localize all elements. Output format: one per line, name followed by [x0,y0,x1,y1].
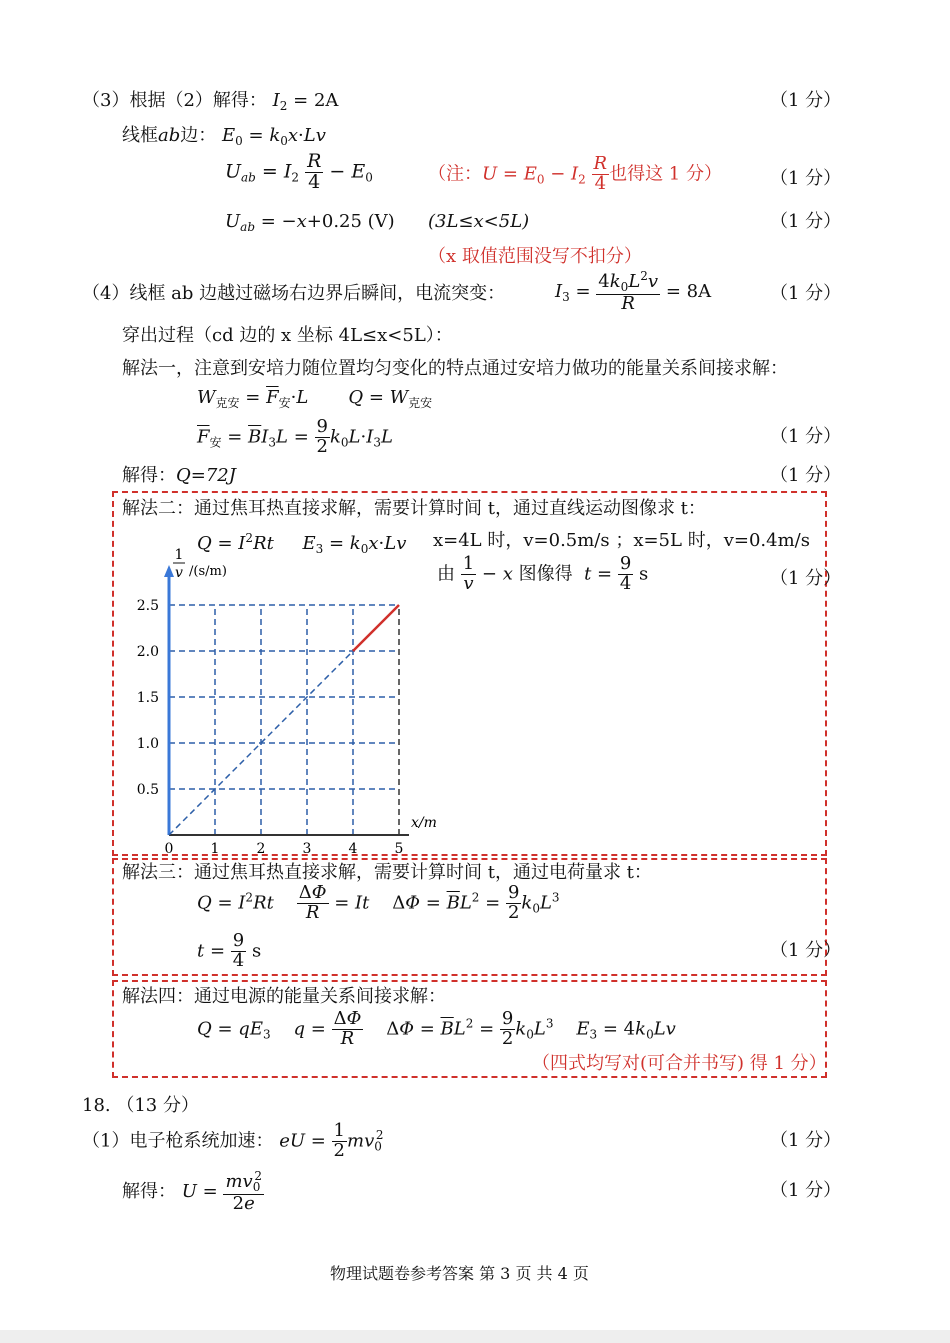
x-tick-label: 3 [302,841,312,855]
series-line-1 [353,605,399,651]
q3-note: （注：$U = E_0 - I_2$ $\frac{R}{4}$ 也得这 1 分） [428,153,722,194]
q18-title: 18. （13 分） [82,1095,199,1116]
q3-line1: （3）根据（2）解得： $I_2 = 2A$ [82,90,339,113]
q3-line4: $U_{ab} = -x+0.25$ (V) [225,211,395,234]
method3-t: t = $\frac{9}{4}$ s [197,930,262,971]
q4-answer: 解得：Q=72J [122,465,236,486]
q4-score1: （1 分） [770,283,842,304]
q4-line2: 穿出过程（cd 边的 x 坐标 4L≤x<5L）： [122,325,453,346]
method2-graph-result: 由 $\frac{1}{v}$ − x 图像得 t = $\frac{9}{4}$ s [437,553,649,594]
x-tick-label: 5 [394,841,404,855]
y-tick-label: 2.5 [136,598,159,614]
velocity-graph [125,545,445,855]
q3-range-note: （x 取值范围没写不扣分） [428,246,642,267]
method2-conditions: x=4L 时，v=0.5m/s ；x=5L 时，v=0.4m/s [433,530,810,551]
y-tick-label: 0.5 [136,782,159,798]
method2-score: （1 分） [770,568,842,589]
q18-p2: 解得： U = $\frac{mv_0^2}{2e}$ [122,1169,262,1214]
x-tick-label: 0 [164,841,174,855]
q18-score1: （1 分） [770,1130,842,1151]
series-line-0 [169,651,353,835]
method2-title: 解法二：通过焦耳热直接求解，需要计算时间 t，通过直线运动图像求 t： [122,498,706,519]
q4-force-formula: $\overline{F}_安 = \overline{B}I_3L$ = $\frac{9}{2}$ $k_0L\cdot I_3L$ [197,416,393,457]
y-label-num: 1 [174,547,184,563]
y-tick-label: 2.0 [136,644,159,660]
y-axis-arrow [164,565,174,577]
y-label-den: v [175,565,183,581]
method3-formulas: $Q = I^2Rt$ $\frac{\Delta\Phi}{R}$ = It $\Delta\Phi = \overline{B}L^2$ = $\frac{9}{2}$ $k_0L^3$ [197,882,560,923]
y-axis-label: /(s/m) [189,564,227,579]
x-tick-label: 1 [210,841,220,855]
q3-line2: 线框ab边： $E_0 = k_0x\cdot Lv$ [122,125,326,148]
chart-series [169,605,399,835]
q4-work-formula: $W_{克安} = \overline{F}_安\cdot L$ $Q = W_{克安}$ [197,387,433,410]
method3-title: 解法三：通过焦耳热直接求解，需要计算时间 t，通过电荷量求 t： [122,862,652,883]
q3-score2: （1 分） [770,168,842,189]
x-tick-label: 4 [348,841,358,855]
q3-uab-formula: $U_{ab} = I_2$ $\frac{R}{4}$ − $E_0$ [225,150,373,193]
q3-score3: （1 分） [770,211,842,232]
chart-labels [137,547,437,855]
method2-formulas: $Q = I^2Rt$ $E_3 = k_0x\cdot Lv$ [197,531,407,556]
q4-i3-formula: $I_3$ = $\frac{4k_0L^2v}{R}$ = 8A [555,269,712,314]
q18-p1: （1）电子枪系统加速： eU = $\frac{1}{2}$ $mv_0^2$ [82,1120,384,1161]
method4-title: 解法四：通过电源的能量关系间接求解： [122,986,446,1007]
q3-range: (3L≤x<5L) [428,211,530,232]
q4-method1: 解法一，注意到安培力随位置均匀变化的特点通过安培力做功的能量关系间接求解： [122,358,788,379]
bottom-strip [0,1330,950,1343]
q4-score3: （1 分） [770,465,842,486]
q3-score1: （1 分） [770,90,842,111]
method3-score: （1 分） [770,940,842,961]
x-tick-label: 2 [256,841,266,855]
y-tick-label: 1.0 [136,736,159,752]
y-tick-label: 1.5 [136,690,159,706]
method4-formulas: $Q = qE_3$ q = $\frac{\Delta\Phi}{R}$ $\Delta\Phi = \overline{B}L^2$ = $\frac{9}{2}$ $k_0L^3$ $E_3 = 4k_0Lv$ [197,1008,676,1049]
q4-score2: （1 分） [770,426,842,447]
page-footer: 物理试题卷参考答案 第 3 页 共 4 页 [330,1264,589,1283]
q4-line1: （4）线框 ab 边越过磁场右边界后瞬间，电流突变： [82,283,506,304]
q18-score2: （1 分） [770,1180,842,1201]
method4-note: （四式均写对(可合并书写) 得 1 分） [532,1053,827,1074]
x-axis-label: x/m [411,815,437,831]
